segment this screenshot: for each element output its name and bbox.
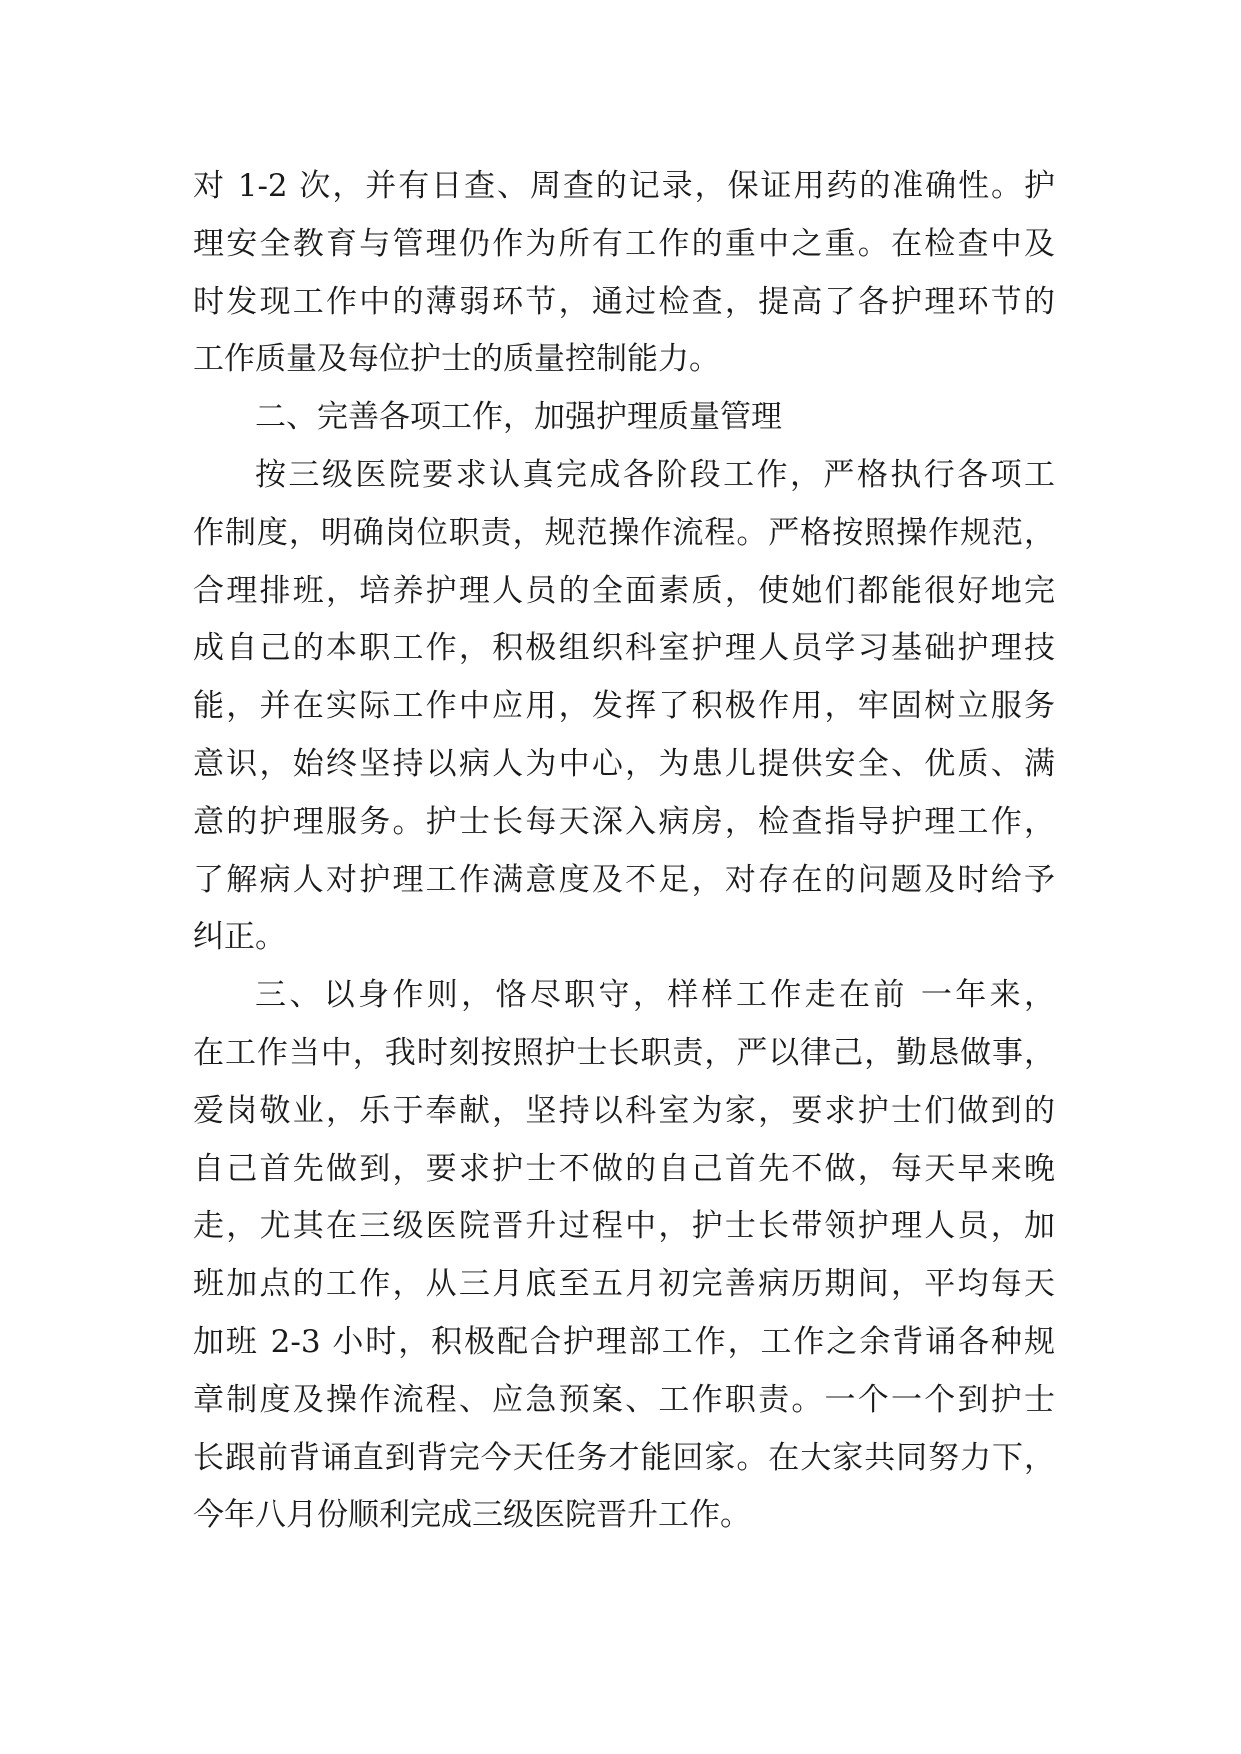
text-line: 合理排班，培养护理人员的全面素质，使她们都能很好地完 <box>193 572 1055 609</box>
text-line: 时发现工作中的薄弱环节，通过检查，提高了各护理环节的 <box>193 283 1055 320</box>
text-line: 意的护理服务。护士长每天深入病房，检查指导护理工作， <box>193 803 1055 840</box>
text-line: 了解病人对护理工作满意度及不足，对存在的问题及时给予 <box>193 861 1055 898</box>
text-line: 爱岗敬业，乐于奉献，坚持以科室为家，要求护士们做到的 <box>193 1092 1055 1129</box>
text-line: 今年八月份顺利完成三级医院晋升工作。 <box>193 1497 751 1534</box>
text-line: 成自己的本职工作，积极组织科室护理人员学习基础护理技 <box>193 630 1055 667</box>
text-line: 长跟前背诵直到背完今天任务才能回家。在大家共同努力下， <box>193 1439 1055 1476</box>
text-line: 按三级医院要求认真完成各阶段工作，严格执行各项工 <box>255 456 1055 493</box>
text-line: 加班 2-3 小时，积极配合护理部工作，工作之余背诵各种规 <box>193 1323 1055 1360</box>
text-line: 工作质量及每位护士的质量控制能力。 <box>193 341 720 378</box>
text-line: 作制度，明确岗位职责，规范操作流程。严格按照操作规范， <box>193 514 1055 551</box>
text-line: 自己首先做到，要求护士不做的自己首先不做，每天早来晚 <box>193 1150 1055 1187</box>
document-body <box>193 158 1055 1545</box>
text-line: 章制度及操作流程、应急预案、工作职责。一个一个到护士 <box>193 1381 1055 1418</box>
section-heading: 三、以身作则，恪尽职守，样样工作走在前 一年来， <box>255 977 1055 1014</box>
text-line: 在工作当中，我时刻按照护士长职责，严以律己，勤恳做事， <box>193 1034 1055 1071</box>
text-line: 对 1-2 次，并有日查、周查的记录，保证用药的准确性。护 <box>193 168 1055 204</box>
text-line: 意识，始终坚持以病人为中心，为患儿提供安全、优质、满 <box>193 745 1055 782</box>
section-heading: 二、完善各项工作，加强护理质量管理 <box>255 399 782 436</box>
text-line: 走，尤其在三级医院晋升过程中，护士长带领护理人员，加 <box>193 1208 1055 1245</box>
text-line: 班加点的工作，从三月底至五月初完善病历期间，平均每天 <box>193 1266 1055 1303</box>
text-line: 理安全教育与管理仍作为所有工作的重中之重。在检查中及 <box>193 225 1055 262</box>
text-line: 能，并在实际工作中应用，发挥了积极作用，牢固树立服务 <box>193 688 1055 725</box>
text-line: 纠正。 <box>193 919 286 956</box>
